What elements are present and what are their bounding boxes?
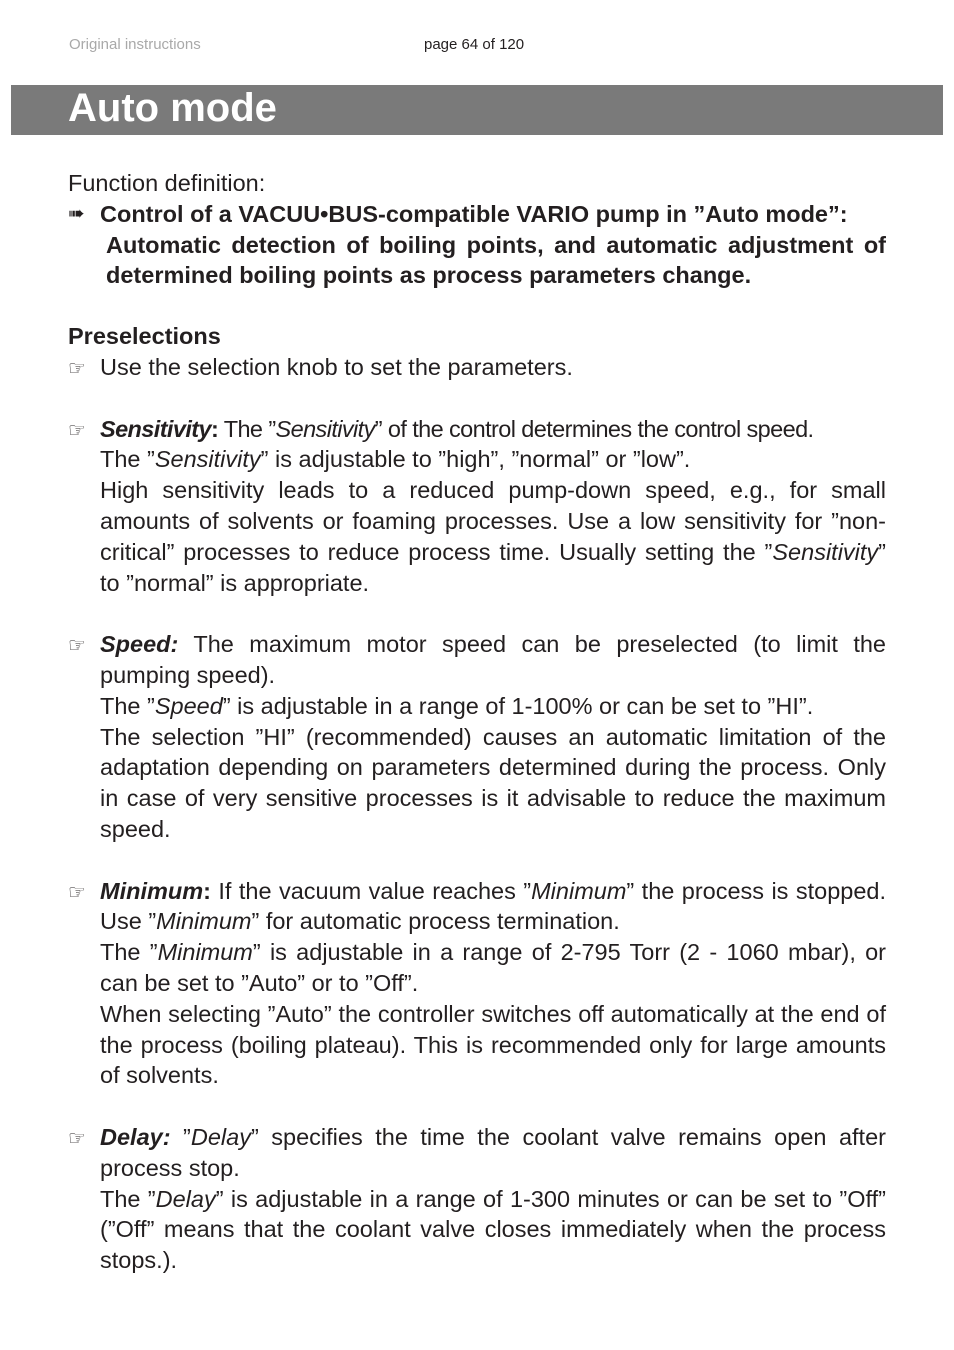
minimum-text: ” is adjustable in a range of 2-795 Torr (2 - 1060 mbar), or can be set to ”Auto” or to ”Off”. (100, 939, 886, 996)
minimum-text: Minimum (157, 939, 253, 966)
function-definition-item (68, 199, 886, 291)
arrow-right-icon: ➠ (68, 202, 85, 225)
sensitivity-colon: : (210, 415, 219, 442)
delay-para-1 (100, 1122, 886, 1184)
pointing-hand-icon: ☞ (68, 881, 86, 904)
speed-para-1 (100, 629, 886, 691)
minimum-para-1 (100, 876, 886, 938)
title-bar (11, 85, 943, 135)
speed-text: ” is adjustable in a range of 1-100% or can be set to ”HI”. (222, 692, 814, 719)
preselections-intro: Use the selection knob to set the parameters. (100, 353, 573, 380)
function-definition-line1: Control of a VACUU•BUS-compatible VARIO pump in ”Auto mode”: (100, 200, 848, 227)
sensitivity-term: Sensitivity (100, 415, 211, 442)
main-content (68, 168, 886, 1276)
speed-para-2 (100, 691, 886, 722)
preselections-intro-item (68, 352, 886, 383)
sensitivity-text: The ” (218, 415, 276, 442)
speed-para-3: The selection ”HI” (recommended) causes an automatic limitation of the adaptation depending on parameters determined during the process. Only in case of very sensitive processes is it advisable to reduce the maximum speed. (100, 723, 886, 842)
delay-text: Delay (155, 1185, 216, 1212)
sensitivity-text: ” of the control determines the control speed. (374, 415, 814, 442)
sensitivity-text: Sensitivity (154, 446, 261, 473)
minimum-item (68, 876, 886, 1092)
sensitivity-text: ” to ”normal” is appropriate. (100, 538, 886, 596)
sensitivity-para-1 (100, 414, 886, 445)
delay-para-2 (100, 1184, 886, 1276)
minimum-text: Minimum (531, 877, 627, 904)
minimum-colon: : (203, 877, 211, 904)
sensitivity-text: Sensitivity (275, 415, 375, 442)
pointing-hand-icon: ☞ (68, 635, 86, 658)
speed-item (68, 629, 886, 845)
sensitivity-para-2 (100, 444, 886, 475)
sensitivity-text: The ” (100, 446, 155, 473)
minimum-para-2 (100, 937, 886, 999)
minimum-text: Minimum (156, 908, 252, 935)
speed-text: The ” (100, 692, 155, 719)
sensitivity-text: High sensitivity leads to a reduced pump-down speed, e.g., for small amounts of solvents or foaming processes. Use a low sensitivity for ”non-critical” processes to reduce process time. Usually setting the ” (100, 477, 886, 565)
preselections-heading: Preselections (68, 323, 221, 350)
delay-text: ” (170, 1123, 191, 1150)
delay-text: ” specifies the time the coolant valve remains open after process stop. (100, 1123, 886, 1181)
header-doc-type: Original instructions (69, 36, 201, 53)
delay-item (68, 1122, 886, 1276)
pointing-hand-icon: ☞ (68, 1127, 86, 1150)
page-title: Auto mode (68, 86, 277, 130)
sensitivity-para-3 (100, 475, 886, 598)
sensitivity-text: Sensitivity (772, 538, 879, 565)
sensitivity-item (68, 414, 886, 599)
page-number: page 64 of 120 (424, 36, 525, 53)
function-definition-line2: Automatic detection of boiling points, and automatic adjustment of determined boiling points as process parameters change. (106, 231, 886, 289)
speed-text: The maximum motor speed can be preselected (to limit the pumping speed). (100, 631, 886, 688)
delay-text: ” is adjustable in a range of 1-300 minutes or can be set to ”Off” (”Off” means that the coolant valve closes immediately when the process stops.). (100, 1185, 886, 1274)
pointing-hand-icon: ☞ (68, 357, 86, 380)
delay-text: The ” (100, 1185, 156, 1212)
minimum-term: Minimum (100, 877, 204, 904)
sensitivity-text: ” is adjustable to ”high”, ”normal” or ”low”. (260, 446, 691, 473)
minimum-text: If the vacuum value reaches ” (210, 877, 532, 904)
speed-text: Speed (154, 692, 223, 719)
delay-text: Delay (190, 1123, 251, 1150)
minimum-text: ” for automatic process termination. (251, 908, 620, 935)
delay-term: Delay: (100, 1123, 171, 1150)
minimum-para-3: When selecting ”Auto” the controller switches off automatically at the end of the process (boiling plateau). This is recommended only for large amounts of solvents. (100, 1000, 886, 1089)
function-definition-label: Function definition: (68, 170, 266, 196)
minimum-text: ” the process is stopped. Use ” (100, 877, 886, 935)
minimum-text: The ” (100, 939, 158, 966)
pointing-hand-icon: ☞ (68, 419, 86, 442)
speed-term: Speed: (100, 631, 179, 658)
